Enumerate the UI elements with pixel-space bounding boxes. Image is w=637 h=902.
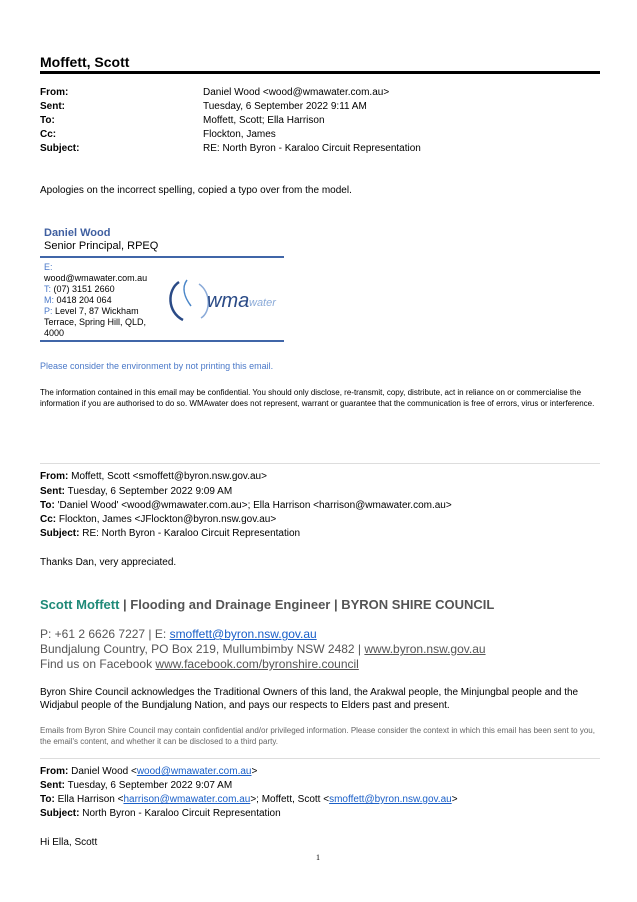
sent-value: Tuesday, 6 September 2022 9:11 AM	[203, 101, 367, 112]
thread-divider-2	[40, 758, 600, 759]
document-title: Moffett, Scott	[40, 54, 130, 70]
to-value: Moffett, Scott; Ella Harrison	[203, 115, 325, 126]
from-value: Daniel Wood <wood@wmawater.com.au>	[203, 87, 390, 98]
logo-text-main: wma	[207, 290, 250, 312]
sig-address-2: Terrace, Spring Hill, QLD,	[44, 317, 147, 327]
title-divider	[40, 71, 600, 74]
sig-phone: T: (07) 3151 2660	[44, 284, 115, 294]
cc-label: Cc:	[40, 129, 57, 140]
msg3-subject: Subject: North Byron - Karaloo Circuit Representation	[40, 808, 281, 819]
from-label: From:	[40, 87, 69, 98]
byron-website-link[interactable]: www.byron.nsw.gov.au	[364, 642, 486, 656]
wmawater-logo	[165, 276, 283, 326]
scott-contact: P: +61 2 6626 7227 | E: smoffett@byron.nsw.gov.au	[40, 627, 317, 641]
sig-email-label: E:	[44, 262, 53, 272]
to-label: To:	[40, 115, 55, 126]
scott-address: Bundjalung Country, PO Box 219, Mullumbimby NSW 2482 | www.byron.nsw.gov.au	[40, 642, 486, 656]
msg2-from: From: Moffett, Scott <smoffett@byron.nsw.gov.au>	[40, 471, 267, 482]
msg2-subject: Subject: RE: North Byron - Karaloo Circuit Representation	[40, 528, 301, 539]
scott-facebook: Find us on Facebook www.facebook.com/byronshire.council	[40, 657, 359, 671]
wood-email-link[interactable]: wood@wmawater.com.au	[136, 766, 252, 777]
msg3-sent: Sent: Tuesday, 6 September 2022 9:07 AM	[40, 780, 233, 791]
msg2-cc: Cc: Flockton, James <JFlockton@byron.nsw.gov.au>	[40, 514, 277, 525]
page-number: 1	[316, 853, 320, 862]
subject-label: Subject:	[40, 143, 80, 154]
signature-divider-bottom	[40, 340, 284, 342]
signature-divider	[40, 256, 284, 258]
acknowledgement: Byron Shire Council acknowledges the Traditional Owners of this land, the Arakwal people, the Minjungbal people and the Widjabul people of the Bundjalung Nation, and pays our respects to Elders past and present.	[40, 687, 579, 711]
sig-address: P: Level 7, 87 Wickham	[44, 306, 139, 316]
sig-mobile: M: 0418 204 064	[44, 295, 112, 305]
environment-note: Please consider the environment by not printing this email.	[40, 361, 274, 371]
wmawater-disclaimer: The information contained in this email may be confidential. You should only disclose, re-transmit, copy, distribute, act in reliance on or commercialise the information if you are authorised to do so. WMAwater does not represent, warrant or guarantee that the communication is free of errors, virus or interference.	[40, 388, 595, 408]
subject-value: RE: North Byron - Karaloo Circuit Representation	[203, 143, 421, 154]
harrison-email-link[interactable]: harrison@wmawater.com.au	[123, 794, 251, 805]
scott-signature-title: Scott Moffett | Flooding and Drainage Engineer | BYRON SHIRE COUNCIL	[40, 597, 495, 612]
signature-role: Senior Principal, RPEQ	[44, 240, 159, 252]
message-body: Apologies on the incorrect spelling, copied a typo over from the model.	[40, 185, 352, 196]
msg3-from: From: Daniel Wood <wood@wmawater.com.au>	[40, 766, 258, 777]
facebook-link[interactable]: www.facebook.com/byronshire.council	[155, 657, 359, 671]
smoffett-email-link[interactable]: smoffett@byron.nsw.gov.au	[329, 794, 452, 805]
byron-confidentiality: Emails from Byron Shire Council may contain confidential and/or privileged information. Please consider the context in which this email has been sent to you, the email's content, and whether it can be disclosed to a third party.	[40, 726, 595, 746]
msg2-body: Thanks Dan, very appreciated.	[40, 557, 177, 568]
sig-address-3: 4000	[44, 328, 65, 338]
thread-divider	[40, 463, 600, 464]
cc-value: Flockton, James	[203, 129, 276, 140]
msg3-to: To: Ella Harrison <harrison@wmawater.com.au>; Moffett, Scott <smoffett@byron.nsw.gov.au>	[40, 794, 458, 805]
msg2-to: To: 'Daniel Wood' <wood@wmawater.com.au>; Ella Harrison <harrison@wmawater.com.au>	[40, 500, 452, 511]
logo-text-sub: water	[249, 297, 276, 309]
msg2-sent: Sent: Tuesday, 6 September 2022 9:09 AM	[40, 486, 233, 497]
scott-email-link[interactable]: smoffett@byron.nsw.gov.au	[169, 627, 317, 641]
msg3-greeting: Hi Ella, Scott	[40, 837, 98, 848]
sig-email[interactable]: wood@wmawater.com.au	[44, 273, 148, 283]
sent-label: Sent:	[40, 101, 65, 112]
signature-name: Daniel Wood	[44, 227, 111, 239]
